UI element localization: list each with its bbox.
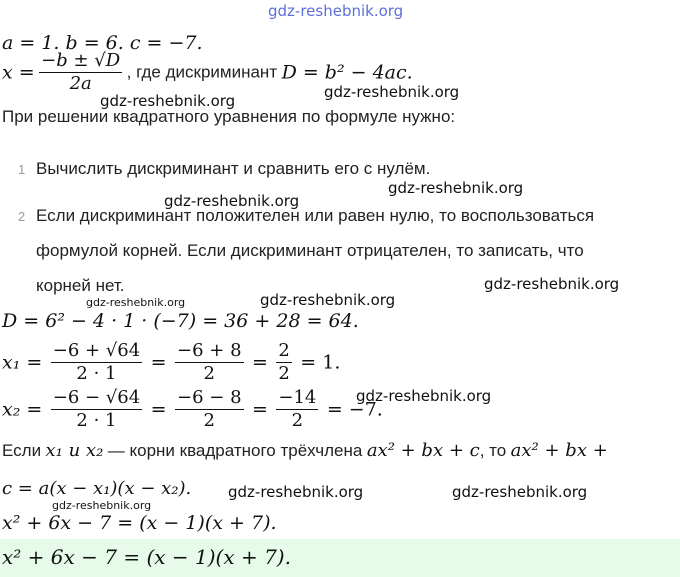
answer-box bbox=[0, 539, 680, 577]
x1-fraction-1-numerator: −6 + √64 bbox=[52, 340, 141, 361]
formula-denominator: 2a bbox=[69, 73, 92, 94]
x2-fraction-3 bbox=[276, 387, 318, 432]
x1-fraction-3-numerator: 2 bbox=[278, 340, 290, 361]
equals-sign: = bbox=[251, 351, 268, 374]
watermark: gdz-reshebnik.org bbox=[228, 483, 364, 501]
step-2-line-1: Если дискриминант положителен или равен нулю, то воспользоваться bbox=[36, 206, 595, 225]
step-2-line-2: формулой корней. Если дискриминант отрицателен, то записать, что bbox=[36, 241, 584, 260]
factor-rule-trinomial: ax² + bx + c bbox=[366, 440, 480, 461]
formula-fraction bbox=[39, 50, 122, 95]
x2-fraction-1-numerator: −6 − √64 bbox=[52, 387, 141, 408]
x2-fraction-1-denominator: 2 · 1 bbox=[76, 410, 117, 431]
watermark: gdz-reshebnik.org bbox=[388, 179, 524, 197]
x2-fraction-1 bbox=[51, 387, 142, 432]
step-2-number: 2 bbox=[18, 209, 26, 224]
x2-lhs: x₂ = bbox=[2, 398, 43, 421]
formula-lhs: x = bbox=[2, 61, 35, 84]
watermark: gdz-reshebnik.org bbox=[164, 192, 300, 210]
step-1-text: Вычислить дискриминант и сравнить его с нулём. bbox=[36, 159, 431, 178]
discriminant-calculation: D = 6² − 4 · 1 · (−7) = 36 + 28 = 64. bbox=[2, 310, 359, 332]
x1-fraction-1 bbox=[51, 340, 142, 385]
x1-fraction-2-denominator: 2 bbox=[203, 363, 215, 384]
x2-fraction-2-denominator: 2 bbox=[203, 410, 215, 431]
formula-numerator: −b ± √D bbox=[41, 50, 121, 71]
watermark: gdz-reshebnik.org bbox=[356, 387, 492, 405]
x2-fraction-3-denominator: 2 bbox=[291, 410, 304, 431]
x2-fraction-2 bbox=[175, 387, 244, 432]
root-x2-calculation bbox=[2, 387, 383, 433]
watermark: gdz-reshebnik.org bbox=[484, 275, 620, 293]
equals-sign: = bbox=[150, 351, 167, 374]
factor-rule-line-1 bbox=[2, 440, 608, 461]
root-x1-calculation bbox=[2, 340, 340, 386]
discriminant-definition: D = b² − 4ac. bbox=[281, 61, 413, 84]
x2-fraction-2-numerator: −6 − 8 bbox=[177, 387, 242, 408]
watermark: gdz-reshebnik.org bbox=[86, 296, 186, 309]
factor-rule-middle: — корни квадратного трёхчлена bbox=[107, 441, 363, 460]
x1-fraction-3 bbox=[276, 340, 291, 385]
x1-fraction-2-numerator: −6 + 8 bbox=[177, 340, 242, 361]
watermark-top: gdz-reshebnik.org bbox=[268, 2, 404, 20]
answer-expression: x² + 6x − 7 = (x − 1)(x + 7). bbox=[2, 545, 291, 569]
watermark: gdz-reshebnik.org bbox=[324, 83, 460, 101]
x1-fraction-3-denominator: 2 bbox=[278, 363, 290, 384]
watermark: gdz-reshebnik.org bbox=[52, 499, 152, 512]
factor-rule-line-2: c = a(x − x₁)(x − x₂). bbox=[2, 478, 192, 499]
x1-result: = 1. bbox=[300, 351, 341, 374]
formula-tail-text: , где дискриминант bbox=[126, 62, 278, 82]
factor-rule-roots: x₁ и x₂ bbox=[45, 440, 104, 461]
factor-rule-prefix: Если bbox=[2, 441, 42, 460]
factor-rule-expansion-start: ax² + bx + bbox=[510, 440, 608, 461]
x1-fraction-1-denominator: 2 · 1 bbox=[76, 363, 117, 384]
equals-sign: = bbox=[150, 398, 167, 421]
x2-result: = −7. bbox=[326, 398, 383, 421]
factor-rule-then: , то bbox=[479, 441, 507, 460]
watermark: gdz-reshebnik.org bbox=[452, 483, 588, 501]
watermark: gdz-reshebnik.org bbox=[100, 92, 236, 110]
intro-text: При решении квадратного уравнения по формуле нужно: bbox=[2, 107, 456, 126]
watermark: gdz-reshebnik.org bbox=[260, 291, 396, 309]
x2-fraction-3-numerator: −14 bbox=[278, 387, 317, 408]
step-1-number: 1 bbox=[18, 162, 26, 177]
x1-lhs: x₁ = bbox=[2, 351, 43, 374]
step-2-line-3: корней нет. bbox=[36, 276, 125, 295]
x1-fraction-2 bbox=[175, 340, 244, 385]
equals-sign: = bbox=[251, 398, 268, 421]
factored-expression: x² + 6x − 7 = (x − 1)(x + 7). bbox=[2, 512, 277, 534]
coefficients-line: a = 1. b = 6. c = −7. bbox=[2, 32, 203, 54]
